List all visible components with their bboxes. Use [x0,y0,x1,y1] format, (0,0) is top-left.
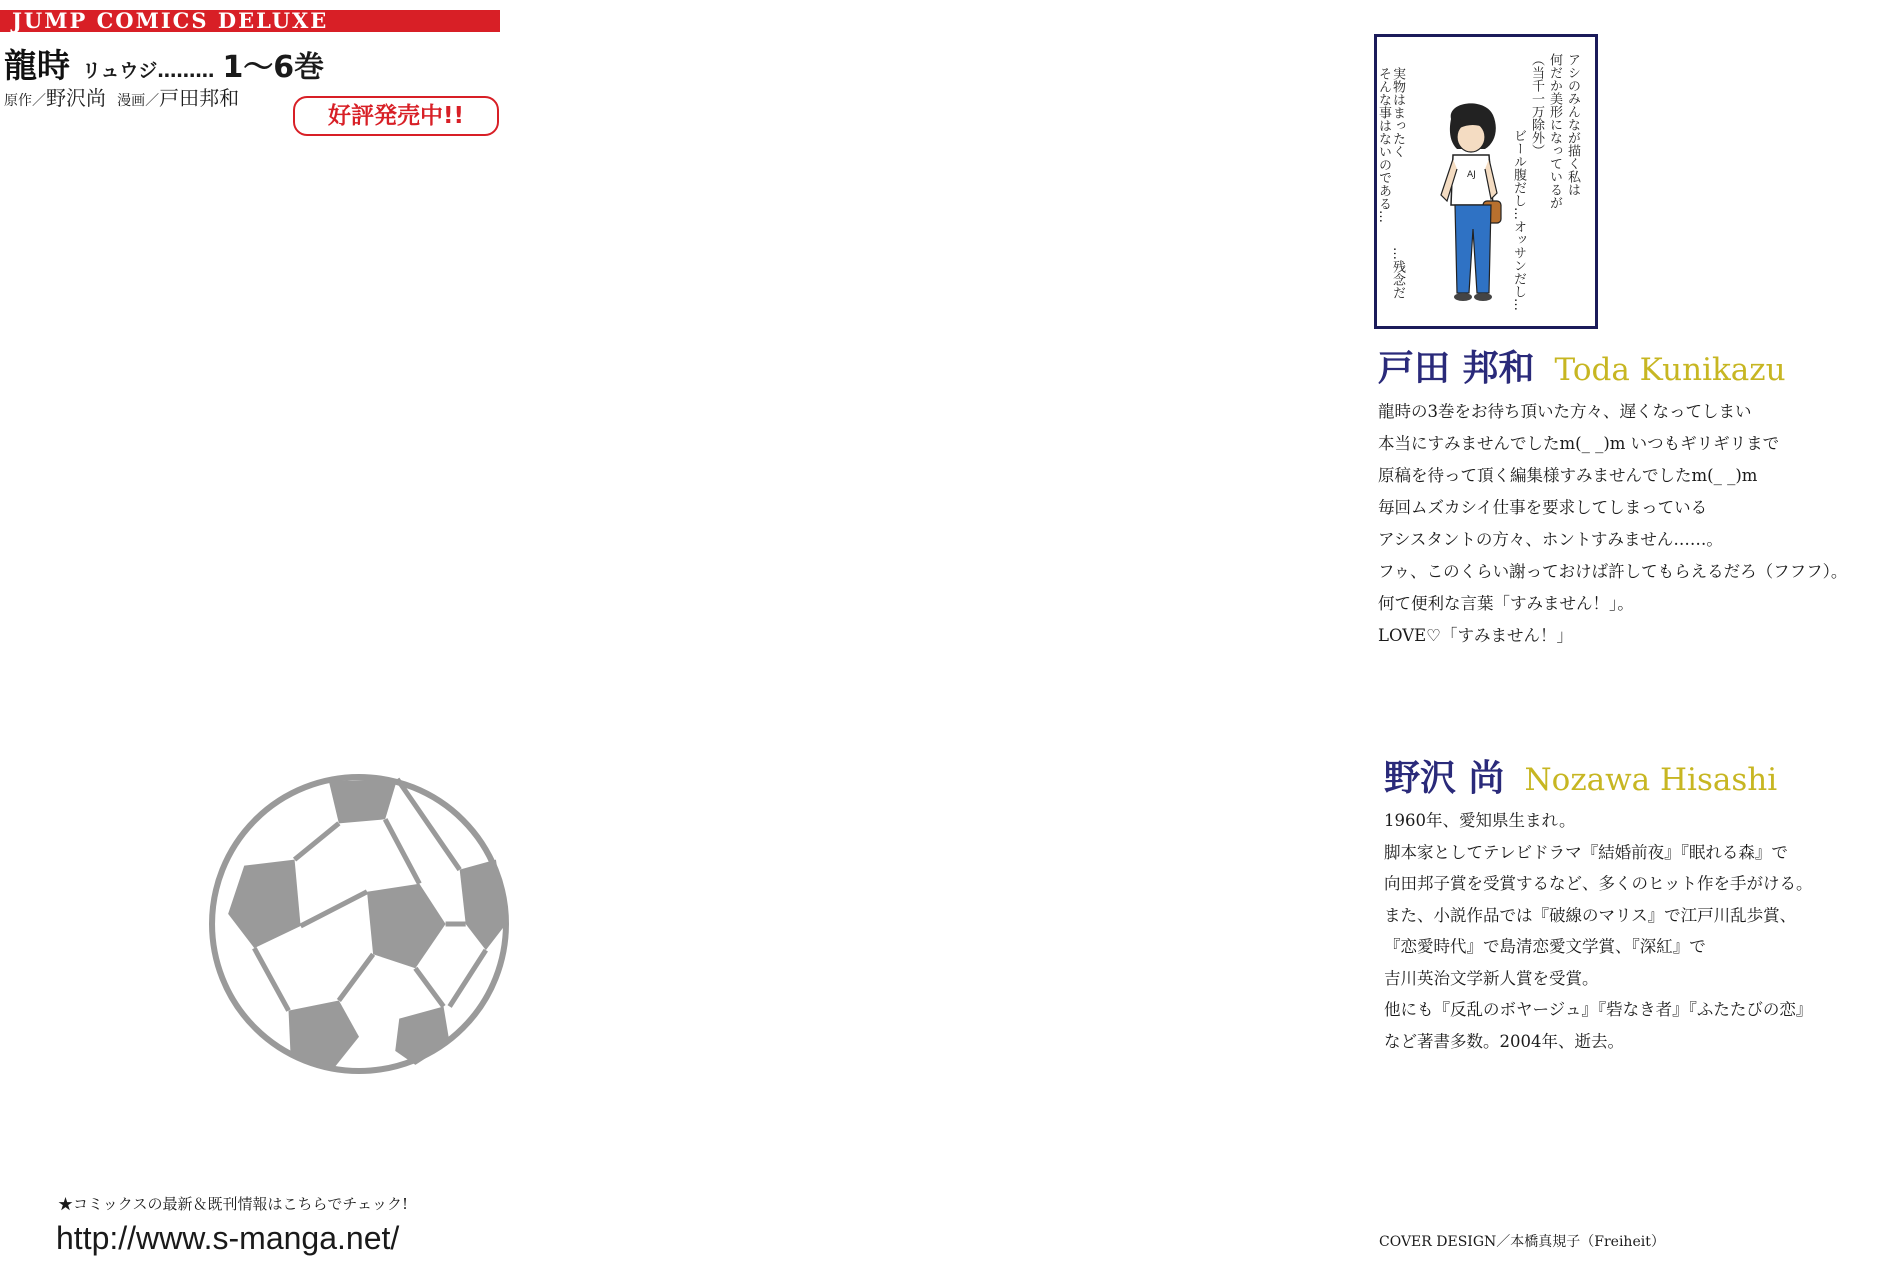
bio-line: 何て便利な言葉「すみません！」。 [1378,594,1634,613]
bio-line: 向田邦子賞を受賞するなど、多くのヒット作を手がける。 [1384,874,1813,893]
caption-line: そんな事はないのである… [1376,67,1391,223]
author-name-toda [1378,340,1786,391]
author-name-jp: 野沢 尚 [1384,757,1505,799]
bio-line: など著書多数。2004年、逝去。 [1384,1031,1624,1051]
original-author: 野沢尚 [46,86,106,110]
author-name-en: Nozawa Hisashi [1524,762,1778,798]
on-sale-badge: 好評発売中!! [293,96,499,136]
bio-line: また、小説作品では『破線のマリス』で江戸川乱歩賞、 [1384,905,1797,925]
author-bio-toda [1378,396,1847,652]
website-link[interactable]: http://www.s-manga.net/ [56,1220,400,1256]
caption-line: 何だか美形になっているが [1547,53,1562,209]
author-name-nozawa [1384,750,1777,801]
author-name-en: Toda Kunikazu [1554,352,1786,388]
bio-line: 本当にすみませんでしたm(_ _)m いつもギリギリまで [1378,434,1780,453]
caption-line: アシのみんなが描く私は [1565,53,1580,196]
original-label: 原作／ [4,93,46,109]
ad-title-line [4,40,324,87]
bio-line: 『恋愛時代』で島清恋愛文学賞、『深紅』で [1384,937,1706,956]
ad-credit-line [4,82,239,111]
cover-design-credit: COVER DESIGN／本橋真規子（Freiheit） [1379,1234,1665,1250]
author-name-jp: 戸田 邦和 [1378,347,1535,389]
art-author: 戸田邦和 [159,86,240,110]
bio-line: 龍時の3巻をお待ち頂いた方々、遅くなってしまい [1378,402,1752,421]
bio-line: 原稿を待って頂く編集様すみませんでしたm(_ _)m [1378,466,1758,485]
ad-volumes: 1〜6巻 [222,50,325,85]
bio-line: 他にも『反乱のボヤージュ』『砦なき者』『ふたたびの恋』 [1384,1000,1813,1019]
bio-line: 毎回ムズカシイ仕事を要求してしまっている [1378,498,1708,517]
bio-line: 吉川英治文学新人賞を受賞。 [1384,968,1599,988]
jump-comics-deluxe-banner: JUMP COMICS DELUXE [0,10,500,32]
bio-line: アシスタントの方々、ホントすみません……。 [1378,530,1723,549]
ad-title: 龍時 [4,46,70,85]
bio-line: LOVE♡「すみません！」 [1378,626,1573,645]
caption-line: ビール腹だし…オッサンだし… [1511,129,1526,311]
caption-line: （当千一万除外） [1529,53,1544,157]
art-label: 漫画／ [117,93,160,109]
caption-line: 実物はまったく [1390,67,1405,158]
author-figure-icon [1433,97,1505,307]
soccer-ball-icon [208,773,510,1075]
bio-line: フゥ、このくらい謝っておけば許してもらえるだろ（フフフ）。 [1378,562,1848,581]
caption-line: …残念だ [1390,247,1405,299]
bio-line: 脚本家としてテレビドラマ『結婚前夜』『眠れる森』で [1384,842,1788,862]
shirt-mark: AJ [1467,170,1476,180]
ad-title-reading: リュウジ……… [82,60,215,82]
bio-line: 1960年、愛知県生まれ。 [1384,811,1576,830]
author-illustration [1374,34,1598,329]
author-bio-nozawa [1384,805,1813,1057]
comics-info-note: ★コミックスの最新＆既刊情報はこちらでチェック! [58,1195,408,1213]
